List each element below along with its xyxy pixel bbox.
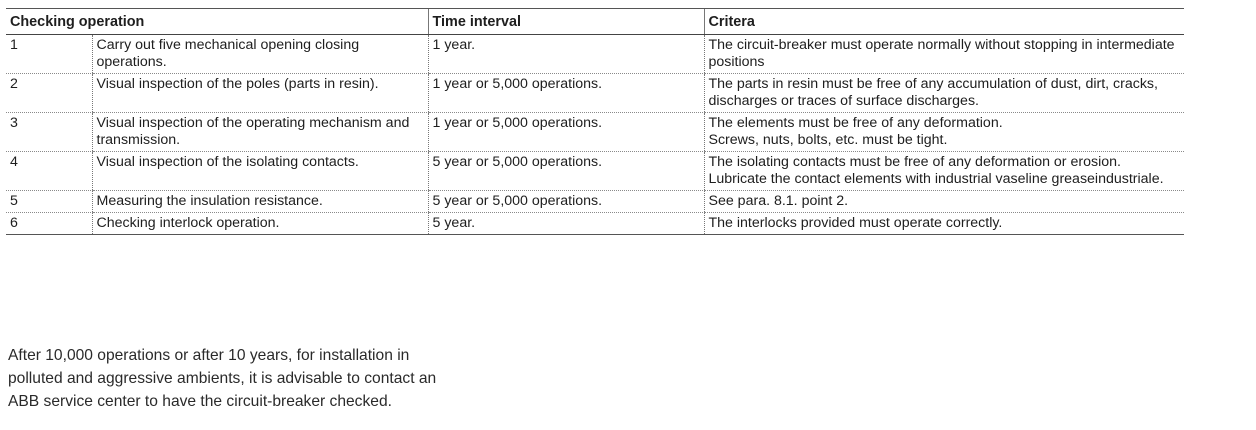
header-criteria: Critera xyxy=(704,9,1184,35)
maintenance-table xyxy=(6,8,1184,235)
row-time-interval: 5 year or 5,000 operations. xyxy=(428,152,704,191)
row-criteria xyxy=(704,35,1184,74)
row-number: 5 xyxy=(6,191,92,213)
row-criteria xyxy=(704,74,1184,113)
row-time-interval: 1 year. xyxy=(428,35,704,74)
criteria-line: The circuit-breaker must operate normally without stopping in intermediate positions xyxy=(708,37,1175,70)
criteria-line: The elements must be free of any deformation. xyxy=(708,115,1003,131)
row-criteria xyxy=(704,113,1184,152)
table-row xyxy=(6,152,1184,191)
row-number: 1 xyxy=(6,35,92,74)
row-operation: Visual inspection of the operating mechanism and transmission. xyxy=(92,113,428,152)
header-checking-operation: Checking operation xyxy=(6,9,428,35)
row-number: 2 xyxy=(6,74,92,113)
table-row xyxy=(6,35,1184,74)
table-row xyxy=(6,191,1184,213)
row-operation: Checking interlock operation. xyxy=(92,213,428,235)
table-body xyxy=(6,35,1184,235)
note-line: polluted and aggressive ambients, it is advisable to contact an xyxy=(8,370,437,387)
header-time-interval: Time interval xyxy=(428,9,704,35)
criteria-line: The parts in resin must be free of any accumulation of dust, dirt, cracks, discharges or traces of surface discharges. xyxy=(708,76,1158,109)
row-operation: Carry out five mechanical opening closing operations. xyxy=(92,35,428,74)
row-time-interval: 5 year or 5,000 operations. xyxy=(428,191,704,213)
table-row xyxy=(6,213,1184,235)
criteria-line: The interlocks provided must operate correctly. xyxy=(708,215,1003,231)
row-operation: Measuring the insulation resistance. xyxy=(92,191,428,213)
row-number: 3 xyxy=(6,113,92,152)
criteria-line: The isolating contacts must be free of any deformation or erosion. xyxy=(708,154,1121,170)
row-number: 4 xyxy=(6,152,92,191)
criteria-line: Screws, nuts, bolts, etc. must be tight. xyxy=(708,132,948,148)
advisory-note xyxy=(8,344,608,413)
criteria-line: See para. 8.1. point 2. xyxy=(708,193,849,209)
row-time-interval: 1 year or 5,000 operations. xyxy=(428,74,704,113)
row-operation: Visual inspection of the isolating contacts. xyxy=(92,152,428,191)
row-criteria xyxy=(704,191,1184,213)
row-time-interval: 1 year or 5,000 operations. xyxy=(428,113,704,152)
row-number: 6 xyxy=(6,213,92,235)
note-line: ABB service center to have the circuit-breaker checked. xyxy=(8,393,392,410)
table-header-row xyxy=(6,9,1184,35)
table-row xyxy=(6,113,1184,152)
criteria-line: Lubricate the contact elements with industrial vaseline greaseindustriale. xyxy=(708,171,1164,187)
note-line: After 10,000 operations or after 10 years, for installation in xyxy=(8,347,410,364)
table-row xyxy=(6,74,1184,113)
row-operation: Visual inspection of the poles (parts in resin). xyxy=(92,74,428,113)
row-criteria xyxy=(704,213,1184,235)
row-criteria xyxy=(704,152,1184,191)
row-time-interval: 5 year. xyxy=(428,213,704,235)
